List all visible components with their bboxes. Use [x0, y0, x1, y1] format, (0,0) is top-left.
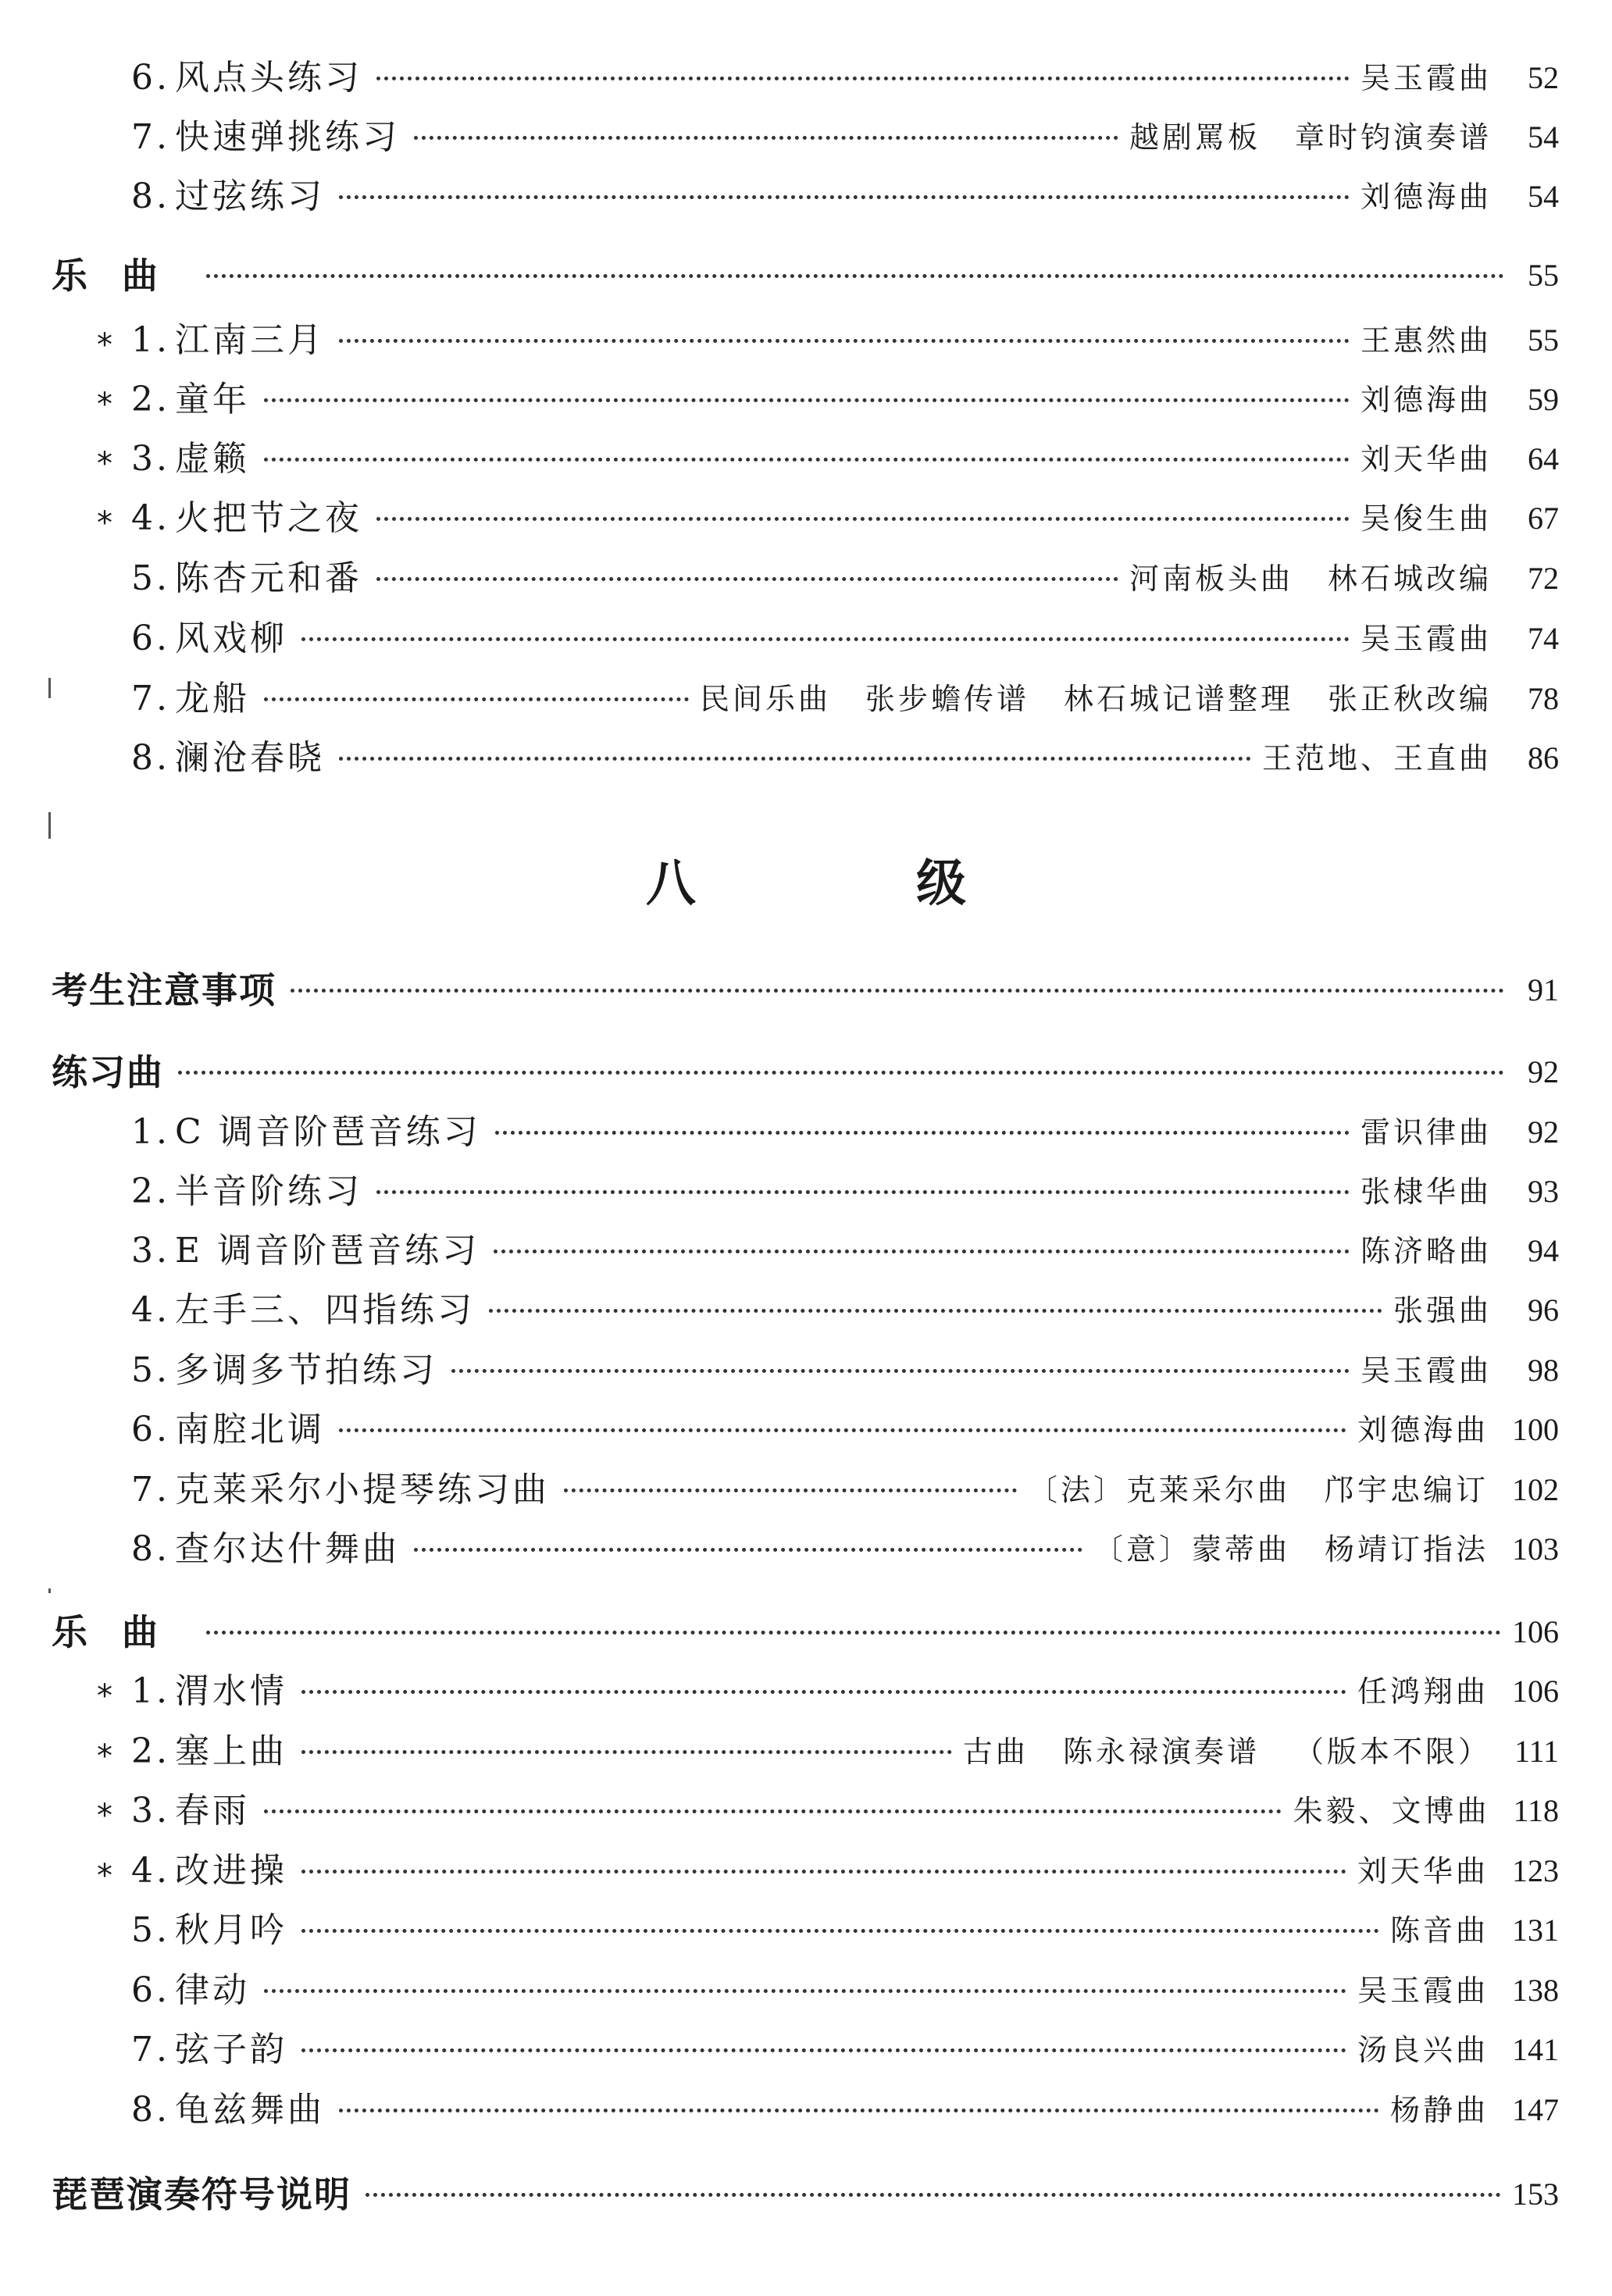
toc-entry-meta: [1129, 551, 1559, 606]
toc-entry-credit: [1093, 1522, 1489, 1577]
toc-entry-meta: [1515, 1045, 1559, 1100]
dot-leader: [264, 697, 689, 701]
toc-page-number: 92: [1528, 1054, 1559, 1089]
credit-part: 林石城改编: [1327, 562, 1492, 596]
dot-leader: [376, 517, 1350, 521]
toc-entry-meta: [1361, 1105, 1559, 1160]
dot-leader: [301, 2048, 1346, 2052]
toc-entry-credit: [1361, 1343, 1492, 1398]
required-marker: *: [97, 1738, 116, 1774]
toc-entry-meta: [1361, 432, 1559, 487]
toc-page-number: 55: [1528, 258, 1559, 293]
toc-entry-label: [97, 373, 250, 427]
toc-entry-meta: [1361, 51, 1559, 105]
dot-leader: [451, 1369, 1350, 1373]
toc-entry-credit: [1361, 611, 1492, 666]
level-heading: 八 级: [645, 855, 1068, 913]
credit-part: 刘德海曲: [1360, 383, 1492, 417]
toc-entry-number: 8.: [131, 1529, 170, 1569]
toc-section-title: 乐曲: [52, 1611, 192, 1653]
toc-entry-title: 火把节之夜: [174, 498, 362, 538]
toc-entry-number: 7.: [131, 1470, 170, 1510]
toc-entry-number: 4.: [131, 1290, 170, 1330]
toc-entry-credit: [1357, 1403, 1489, 1457]
dot-leader: [366, 2193, 1501, 2197]
margin-mark: [48, 1588, 51, 1593]
toc-entry-number: 5.: [131, 1910, 170, 1950]
toc-entry-title: 克莱采尔小提琴练习曲: [174, 1470, 550, 1510]
toc-entry-label: [97, 313, 325, 368]
toc-entry[interactable]: [0, 169, 1612, 224]
toc-entry-label: [52, 248, 192, 303]
credit-part: 王范地、王直曲: [1261, 741, 1492, 775]
dot-leader: [339, 1428, 1346, 1432]
toc-page-number: 91: [1528, 972, 1559, 1007]
dot-leader: [376, 1190, 1350, 1194]
dot-leader: [339, 339, 1350, 343]
toc-entry-title: 半音阶练习: [174, 1171, 362, 1211]
toc-entry-label: [131, 169, 325, 224]
toc-entry-title: 过弦练习: [174, 176, 325, 216]
dot-leader: [301, 1690, 1346, 1694]
toc-entry-title: 江南三月: [174, 320, 325, 360]
toc-entry[interactable]: [0, 2023, 1612, 2077]
toc-entry-meta: [700, 672, 1559, 726]
toc-entry-label: [131, 551, 362, 606]
toc-entry-label: [97, 1784, 250, 1838]
toc-entry[interactable]: [0, 51, 1612, 105]
toc-entry-meta: [1357, 2023, 1559, 2077]
credit-part: 吴玉霞曲: [1360, 1353, 1492, 1388]
toc-entry[interactable]: [0, 110, 1612, 165]
toc-entry-meta: [1093, 1522, 1559, 1577]
dot-leader: [264, 458, 1350, 462]
toc-entry-meta: [1512, 1605, 1559, 1660]
required-marker: *: [97, 327, 116, 363]
toc-page-number: 94: [1528, 1233, 1559, 1268]
toc-page-number: 103: [1512, 1531, 1559, 1567]
credit-part: 朱毅、文博曲: [1293, 1794, 1490, 1828]
toc-entry-credit: [1361, 313, 1492, 368]
toc-page-number: 64: [1528, 441, 1559, 476]
dot-leader: [291, 989, 1504, 993]
dot-leader: [414, 136, 1118, 140]
toc-entry-number: 2.: [131, 380, 170, 419]
toc-section[interactable]: [0, 248, 1612, 303]
toc-entry-number: 2.: [131, 1731, 170, 1771]
toc-section[interactable]: [0, 1605, 1612, 1660]
toc-entry-label: [131, 1963, 250, 2018]
toc-page-number: 92: [1528, 1114, 1559, 1150]
toc-entry-meta: [1361, 169, 1559, 224]
toc-entry-meta: [1515, 963, 1559, 1018]
toc-entry-label: [131, 1105, 481, 1160]
toc-entry-number: 6.: [131, 619, 170, 658]
toc-entry-label: [52, 2167, 351, 2222]
toc-page-number: 98: [1528, 1353, 1559, 1388]
toc-entry-number: 3.: [131, 439, 170, 479]
credit-part: 吴玉霞曲: [1360, 622, 1492, 656]
credit-part: 吴玉霞曲: [1360, 61, 1492, 95]
toc-entry-label: [131, 110, 400, 165]
toc-entry-title: 龟兹舞曲: [174, 2090, 325, 2130]
toc-entry-label: [97, 1664, 287, 1719]
credit-part: 吴俊生曲: [1360, 501, 1492, 536]
dot-leader: [376, 77, 1350, 80]
toc-entry-number: 1.: [131, 1112, 170, 1152]
toc-entry[interactable]: [0, 1664, 1612, 1719]
credit-part: 张正秋改编: [1327, 682, 1492, 716]
toc-entry-meta: [1512, 2167, 1559, 2222]
toc-entry[interactable]: [0, 432, 1612, 487]
toc-entry[interactable]: [0, 1963, 1612, 2018]
toc-entry-number: 8.: [131, 176, 170, 216]
dot-leader: [206, 1631, 1501, 1635]
dot-leader: [206, 274, 1504, 278]
toc-entry-meta: [1357, 1664, 1559, 1719]
toc-page-number: 123: [1512, 1853, 1559, 1888]
toc-page-number: 118: [1513, 1793, 1559, 1828]
toc-entry-meta: [1361, 1164, 1559, 1219]
dot-leader: [301, 1929, 1379, 1933]
credit-part: 杨靖订指法: [1324, 1532, 1489, 1567]
toc-entry-credit: [1361, 373, 1492, 427]
toc-page-number: 131: [1512, 1913, 1559, 1948]
toc-entry-label: [97, 432, 250, 487]
toc-entry-number: 7.: [131, 679, 170, 718]
toc-page-number: 106: [1512, 1614, 1559, 1649]
toc-entry-label: [131, 1164, 362, 1219]
toc-entry-number: 4.: [131, 1851, 170, 1891]
toc-entry-title: 改进操: [174, 1851, 287, 1891]
toc-entry-title: E 调音阶琶音练习: [174, 1231, 480, 1271]
toc-entry-credit: [1361, 1164, 1492, 1219]
toc-entry-label: [97, 1724, 287, 1779]
toc-section-title: 琵琶演奏符号说明: [52, 2173, 351, 2216]
toc-entry-credit: [963, 1724, 1491, 1779]
toc-entry-title: 秋月吟: [174, 1910, 287, 1950]
toc-entry-credit: [1361, 432, 1492, 487]
dot-leader: [339, 195, 1350, 199]
required-marker: *: [97, 1798, 116, 1834]
toc-entry-title: C 调音阶琶音练习: [174, 1112, 481, 1152]
toc-entry-label: [97, 1844, 287, 1898]
toc-entry-label: [131, 1463, 550, 1517]
required-marker: *: [97, 387, 116, 422]
toc-section-title: 练习曲: [52, 1051, 164, 1093]
credit-part: 〔意〕蒙蒂曲: [1093, 1532, 1290, 1567]
toc-entry-credit: [1361, 1105, 1492, 1160]
credit-part: 民间乐曲: [699, 682, 831, 716]
toc-entry-meta: [1129, 110, 1559, 165]
credit-part: 陈济略曲: [1360, 1234, 1492, 1268]
credit-part: 杨静曲: [1389, 2093, 1489, 2127]
toc-page-number: 86: [1528, 740, 1559, 775]
toc-entry-credit: [1361, 1224, 1492, 1278]
toc-entry-title: 陈杏元和番: [174, 558, 362, 598]
credit-part: （版本不限）: [1293, 1734, 1491, 1769]
toc-entry[interactable]: [0, 1903, 1612, 1958]
toc-entry-label: [131, 2083, 325, 2137]
toc-page-number: 52: [1528, 60, 1559, 95]
toc-page-number: 54: [1528, 179, 1559, 214]
toc-entry-credit: [700, 672, 1492, 726]
toc-page-number: 147: [1512, 2092, 1559, 2127]
toc-entry[interactable]: [0, 373, 1612, 427]
toc-entry[interactable]: [0, 1105, 1612, 1160]
dot-leader: [564, 1488, 1017, 1492]
toc-entry-number: 6.: [131, 58, 170, 98]
toc-entry[interactable]: [0, 1724, 1612, 1779]
toc-entry-title: 塞上曲: [174, 1731, 287, 1771]
toc-entry-label: [131, 672, 250, 726]
toc-entry-credit: [1357, 1664, 1489, 1719]
dot-leader: [301, 637, 1350, 641]
toc-entry[interactable]: [0, 2083, 1612, 2137]
toc-entry-credit: [1357, 1844, 1489, 1898]
dot-leader: [494, 1250, 1350, 1253]
credit-part: 〔法〕克莱采尔曲: [1027, 1473, 1290, 1507]
toc-page-number: 93: [1528, 1174, 1559, 1209]
credit-part: 陈音曲: [1389, 1913, 1489, 1948]
toc-entry-credit: [1357, 1963, 1489, 2018]
credit-part: 张棣华曲: [1360, 1175, 1492, 1209]
toc-entry[interactable]: [0, 313, 1612, 368]
toc-entry-meta: [1361, 1224, 1559, 1278]
credit-part: 邝宇忠编订: [1324, 1473, 1489, 1507]
toc-entry-number: 7.: [131, 2030, 170, 2070]
toc-page-number: 54: [1528, 119, 1559, 155]
toc-entry-title: 风点头练习: [174, 58, 362, 98]
credit-part: 古曲: [962, 1734, 1029, 1769]
toc-entry-label: [131, 1343, 437, 1398]
credit-part: 章时钧演奏谱: [1294, 120, 1492, 155]
credit-part: 刘天华曲: [1357, 1854, 1489, 1888]
dot-leader: [339, 2109, 1379, 2112]
dot-leader: [495, 1131, 1350, 1135]
toc-entry[interactable]: [0, 1224, 1612, 1278]
toc-entry-label: [52, 1045, 164, 1100]
toc-entry-number: 5.: [131, 558, 170, 598]
toc-entry[interactable]: [0, 611, 1612, 666]
toc-entry-meta: [1393, 1283, 1559, 1338]
toc-entry[interactable]: [0, 551, 1612, 606]
toc-entry-title: 快速弹挑练习: [174, 117, 400, 157]
credit-part: 刘德海曲: [1357, 1413, 1489, 1447]
toc-page-number: 138: [1512, 1973, 1559, 2008]
toc-entry-meta: [1361, 1343, 1559, 1398]
toc-entry-credit: [1393, 1283, 1492, 1338]
toc-entry-meta: [963, 1724, 1559, 1779]
toc-entry-credit: [1361, 491, 1492, 546]
toc-entry-label: [131, 2023, 287, 2077]
toc-page-number: 59: [1528, 382, 1559, 417]
toc-entry-title: 弦子韵: [174, 2030, 287, 2070]
toc-entry-label: [97, 491, 362, 546]
toc-section[interactable]: [0, 963, 1612, 1018]
toc-entry-label: [131, 1522, 400, 1577]
toc-entry-credit: [1390, 2083, 1489, 2137]
toc-entry-title: 左手三、四指练习: [174, 1290, 475, 1330]
toc-entry-number: 1.: [131, 1671, 170, 1711]
toc-page-number: 111: [1514, 1734, 1559, 1769]
toc-entry-label: [131, 1283, 475, 1338]
toc-entry-meta: [1357, 1844, 1559, 1898]
toc-entry[interactable]: [0, 1844, 1612, 1898]
toc-section[interactable]: [0, 2167, 1612, 2222]
toc-entry[interactable]: [0, 1403, 1612, 1457]
dot-leader: [301, 1750, 952, 1754]
toc-page-number: 78: [1528, 681, 1559, 716]
toc-entry-number: 8.: [131, 738, 170, 778]
credit-part: 刘德海曲: [1360, 180, 1492, 214]
credit-part: 汤良兴曲: [1357, 2033, 1489, 2067]
toc-entry-credit: [1129, 110, 1492, 165]
toc-entry-title: 查尔达什舞曲: [174, 1529, 400, 1569]
toc-entry-label: [131, 1224, 480, 1278]
toc-entry-number: 3.: [131, 1231, 170, 1271]
credit-part: 张强曲: [1393, 1293, 1492, 1328]
toc-entry-meta: [1515, 248, 1559, 303]
toc-entry[interactable]: [0, 491, 1612, 546]
toc-entry-label: [131, 51, 362, 105]
toc-page-number: 67: [1528, 501, 1559, 536]
credit-part: 陈永禄演奏谱: [1062, 1734, 1260, 1769]
dot-leader: [264, 1989, 1346, 1993]
toc-entry-label: [131, 1903, 287, 1958]
toc-entry-title: 龙船: [174, 679, 250, 718]
dot-leader: [178, 1071, 1504, 1075]
dot-leader: [339, 757, 1251, 761]
toc-entry-credit: [1361, 169, 1492, 224]
toc-entry-title: 风戏柳: [174, 619, 287, 658]
toc-entry-meta: [1390, 2083, 1559, 2137]
toc-entry-title: 澜沧春晓: [174, 738, 325, 778]
toc-section-title: 乐曲: [52, 255, 192, 297]
toc-entry-label: [131, 1403, 325, 1457]
toc-entry-credit: [1262, 731, 1492, 786]
toc-entry-title: 童年: [174, 380, 250, 419]
toc-entry-number: 4.: [131, 498, 170, 538]
toc-entry-number: 1.: [131, 320, 170, 360]
dot-leader: [414, 1548, 1082, 1552]
toc-entry-title: 律动: [174, 1970, 250, 2010]
toc-entry-number: 7.: [131, 117, 170, 157]
toc-entry-credit: [1390, 1903, 1489, 1958]
toc-page-number: 106: [1512, 1674, 1559, 1709]
toc-entry-meta: [1390, 1903, 1559, 1958]
credit-part: 越剧罵板: [1129, 120, 1261, 155]
credit-part: 河南板头曲: [1129, 562, 1293, 596]
toc-entry-label: [52, 963, 276, 1018]
dot-leader: [489, 1309, 1382, 1313]
dot-leader: [264, 398, 1350, 402]
toc-entry-meta: [1361, 313, 1559, 368]
dot-leader: [376, 577, 1118, 581]
toc-entry-meta: [1361, 611, 1559, 666]
toc-entry[interactable]: [0, 1283, 1612, 1338]
toc-entry-meta: [1357, 1403, 1559, 1457]
toc-entry-label: [52, 1605, 192, 1660]
toc-entry-title: 春雨: [174, 1791, 250, 1831]
credit-part: 林石城记谱整理: [1063, 682, 1293, 716]
toc-entry-credit: [1293, 1784, 1489, 1838]
credit-part: 吴玉霞曲: [1357, 1973, 1489, 2008]
toc-entry[interactable]: [0, 1463, 1612, 1517]
toc-entry-number: 3.: [131, 1791, 170, 1831]
toc-section-title: 考生注意事项: [52, 969, 276, 1011]
toc-entry-meta: [1028, 1463, 1559, 1517]
toc-page-number: 100: [1512, 1412, 1559, 1447]
toc-page-number: 102: [1512, 1472, 1559, 1507]
toc-entry-meta: [1361, 491, 1559, 546]
toc-entry-meta: [1262, 731, 1559, 786]
toc-entry-label: [131, 611, 287, 666]
credit-part: 刘天华曲: [1360, 442, 1492, 476]
credit-part: 王惠然曲: [1360, 323, 1492, 358]
toc-entry-credit: [1361, 51, 1492, 105]
required-marker: *: [97, 446, 116, 482]
dot-leader: [264, 1809, 1282, 1813]
toc-entry[interactable]: [0, 672, 1612, 726]
toc-entry-label: [131, 731, 325, 786]
toc-entry-number: 6.: [131, 1970, 170, 2010]
toc-entry-title: 虚籁: [174, 439, 250, 479]
toc-entry-meta: [1357, 1963, 1559, 2018]
toc-entry-credit: [1129, 551, 1492, 606]
toc-entry-title: 渭水情: [174, 1671, 287, 1711]
toc-entry-title: 南腔北调: [174, 1410, 325, 1449]
toc-entry[interactable]: [0, 1784, 1612, 1838]
toc-entry[interactable]: [0, 1343, 1612, 1398]
toc-entry[interactable]: [0, 1164, 1612, 1219]
toc-entry-title: 多调多节拍练习: [174, 1350, 437, 1390]
toc-page-number: 153: [1512, 2177, 1559, 2212]
dot-leader: [301, 1870, 1346, 1874]
credit-part: 雷识律曲: [1360, 1115, 1492, 1150]
toc-entry-number: 5.: [131, 1350, 170, 1390]
toc-page-number: 96: [1528, 1292, 1559, 1328]
toc-entry-meta: [1361, 373, 1559, 427]
required-marker: *: [97, 1858, 116, 1894]
credit-part: 任鸿翔曲: [1357, 1674, 1489, 1709]
toc-page-number: 55: [1528, 323, 1559, 358]
credit-part: 张步蟾传谱: [865, 682, 1029, 716]
toc-page-number: 74: [1528, 621, 1559, 656]
toc-entry[interactable]: [0, 731, 1612, 786]
required-marker: *: [97, 1678, 116, 1714]
toc-entry-number: 2.: [131, 1171, 170, 1211]
margin-mark: [48, 812, 51, 839]
toc-page-number: 141: [1512, 2032, 1559, 2067]
toc-entry-meta: [1293, 1784, 1559, 1838]
toc-entry[interactable]: [0, 1522, 1612, 1577]
toc-entry-credit: [1357, 2023, 1489, 2077]
toc-entry-number: 6.: [131, 1410, 170, 1449]
required-marker: *: [97, 505, 116, 541]
toc-section[interactable]: [0, 1045, 1612, 1100]
toc-entry-credit: [1028, 1463, 1489, 1517]
toc-entry-number: 8.: [131, 2090, 170, 2130]
toc-page-number: 72: [1528, 561, 1559, 596]
